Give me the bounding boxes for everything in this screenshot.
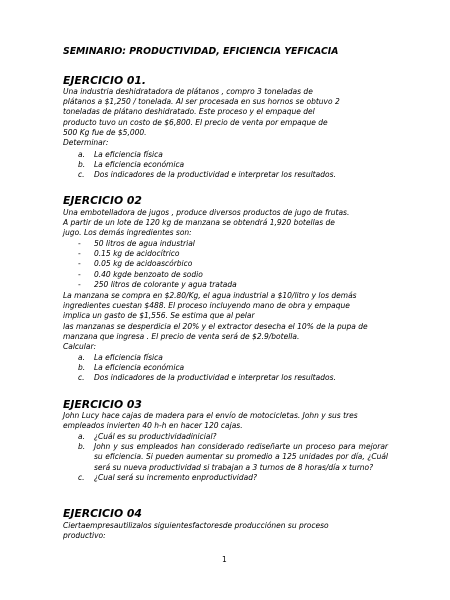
text-line: Ciertaempresautilizalos siguientesfactoresde producciónen su proceso — [63, 521, 329, 530]
text-line: toneladas de plátano deshidratado. Este proceso y el empaque del — [63, 107, 315, 117]
ingredients-list — [78, 239, 237, 290]
list-item: a. La eficiencia física — [78, 353, 163, 362]
text-line: La manzana se compra en $2.80/Kg, el agua industrial a $10/litro y los demás — [63, 291, 357, 300]
ejercicio-04-statement — [63, 521, 388, 541]
list-item: c. ¿Cual será su incremento enproductividad? — [78, 472, 257, 482]
text-line: jugo. Los demás ingredientes son: — [63, 228, 192, 238]
list-item: - 0.40 kgde benzoato de sodio — [78, 269, 203, 279]
page-number: 1 — [222, 555, 227, 564]
page-title: SEMINARIO: PRODUCTIVIDAD, EFICIENCIA YEFICACIA — [63, 46, 339, 57]
text-line: John Lucy hace cajas de madera para el envío de motocicletas. John y sus tres — [63, 411, 358, 420]
text-line: las manzanas se desperdicia el 20% y el extractor desecha el 10% de la pupa de — [63, 321, 368, 331]
list-item: - 0.15 kg de acidocítrico — [78, 249, 180, 259]
ejercicio-01-items — [78, 150, 336, 181]
text-line: Calcular: — [63, 342, 97, 352]
list-item: - 50 litros de agua industrial — [78, 239, 195, 248]
list-item: c. Dos indicadores de la productividad e interpretar los resultados. — [78, 373, 336, 383]
text-line: implica un gasto de $1,556. Se estima que al pelar — [63, 311, 255, 321]
text-line: producto tuvo un costo de $6,800. El precio de venta por empaque de — [63, 117, 328, 127]
list-item: b. John y sus empleados han considerado rediseñarte un proceso para mejorar su eficiencia. Si pueden aumentar su promedio a 125 unidades por día, ¿Cuál será su nueva productividad si trabajan a 3 turnos de 8 horas/día x turno? — [78, 442, 388, 472]
ejercicio-03-intro — [63, 411, 388, 431]
heading-ejercicio-01: EJERCICIO 01. — [63, 74, 147, 87]
list-item: - 250 litros de colorante y agua tratada — [78, 279, 237, 289]
text-line: Determinar: — [63, 138, 109, 148]
text-line: A partir de un lote de 120 kg de manzana se obtendrá 1,920 botellas de — [63, 218, 335, 228]
text-line: plátanos a $1,250 / tonelada. Al ser procesada en sus hornos se obtuvo 2 — [63, 97, 340, 107]
text-line: productivo: — [63, 531, 106, 541]
list-item: b. La eficiencia económica — [78, 363, 185, 373]
heading-ejercicio-03: EJERCICIO 03 — [63, 398, 142, 411]
list-item: b. La eficiencia económica — [78, 160, 185, 170]
heading-ejercicio-02: EJERCICIO 02 — [63, 194, 142, 207]
ejercicio-02-intro — [63, 208, 388, 239]
text-line: 500 Kg fue de $5,000. — [63, 127, 147, 137]
text-line: Una industria deshidratadora de plátanos , compro 3 toneladas de — [63, 87, 313, 96]
ejercicio-01-statement — [63, 87, 388, 148]
ejercicio-02-items — [78, 353, 336, 384]
heading-ejercicio-04: EJERCICIO 04 — [63, 507, 142, 520]
list-item: a. ¿Cuál es su productividadinicial? — [78, 432, 217, 441]
text-line: ingredientes cuestan $488. El proceso incluyendo mano de obra y empaque — [63, 301, 350, 311]
list-item: a. La eficiencia física — [78, 150, 163, 159]
text-line: manzana que ingresa . El precio de venta será de $2.9/botella. — [63, 331, 300, 341]
list-item: - 0.05 kg de acidoascórbico — [78, 259, 193, 269]
text-line: Una embotelladora de jugos , produce diversos productos de jugo de frutas. — [63, 208, 350, 217]
ejercicio-02-body — [63, 291, 388, 352]
list-item: c. Dos indicadores de la productividad e interpretar los resultados. — [78, 170, 336, 180]
text-line: empleados invierten 40 h-h en hacer 120 cajas. — [63, 421, 243, 431]
ejercicio-03-items — [78, 432, 388, 483]
